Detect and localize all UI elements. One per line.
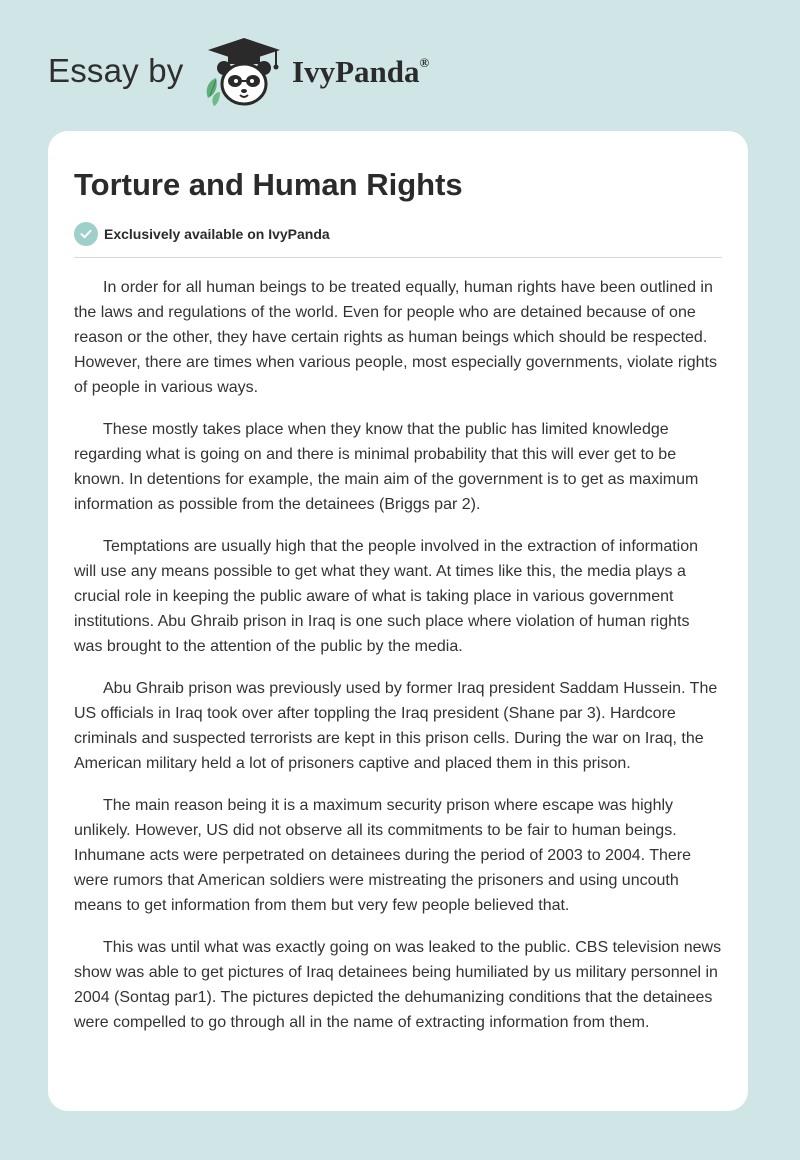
panda-logo-icon[interactable] xyxy=(200,36,288,110)
essay-card xyxy=(48,131,748,1111)
divider xyxy=(74,257,722,258)
badge-label: Exclusively available on IvyPanda xyxy=(104,226,330,242)
brand-name[interactable]: IvyPanda® xyxy=(292,54,430,89)
paragraph: Temptations are usually high that the people involved in the extraction of information will use any means possible to get what they want. At times like this, the media plays a crucial role in keeping the public aware of what is taking place in various government institutions. Abu Ghraib prison in Iraq is one such place where violation of human rights was brought to the attention of the public by the media. xyxy=(74,538,699,655)
exclusive-badge xyxy=(74,221,722,247)
paragraph: The main reason being it is a maximum security prison where escape was highly unlikely. However, US did not observe all its commitments to be fair to human beings. Inhumane acts were perpetrated on detainees during the period of 2003 to 2004. There were rumors that American soldiers were mistreating the prisoners and using uncouth means to get information from them but very few people believed that. xyxy=(74,797,692,914)
essay-body xyxy=(74,275,722,1035)
check-icon xyxy=(74,222,98,246)
page-title: Torture and Human Rights xyxy=(74,167,463,202)
paragraph: Abu Ghraib prison was previously used by former Iraq president Saddam Hussein. The US officials in Iraq took over after toppling the Iraq president (Shane par 3). Hardcore criminals and suspected terrorists are kept in this prison cells. During the war on Iraq, the American military held a lot of prisoners captive and placed them in this prison. xyxy=(74,680,718,772)
registered-mark: ® xyxy=(419,54,430,70)
site-header xyxy=(48,32,748,112)
paragraph: In order for all human beings to be treated equally, human rights have been outlined in the laws and regulations of the world. Even for people who are detained because of one reason or the other, they have certain rights as human beings which should be respected. However, there are times when various people, most especially governments, violate rights of people in various ways. xyxy=(74,279,717,396)
brand-prefix: Essay by xyxy=(48,52,184,89)
paragraph: This was until what was exactly going on was leaked to the public. CBS television news show was able to get pictures of Iraq detainees being humiliated by us military personnel in 2004 (Sontag par1). The pictures depicted the dehumanizing conditions that the detainees were compelled to go through all in the name of extracting information from them. xyxy=(74,939,722,1031)
paragraph: These mostly takes place when they know that the public has limited knowledge regarding what is going on and there is minimal probability that this will ever get to be known. In detentions for example, the main aim of the government is to get as maximum information as possible from the detainees (Briggs par 2). xyxy=(74,421,699,513)
